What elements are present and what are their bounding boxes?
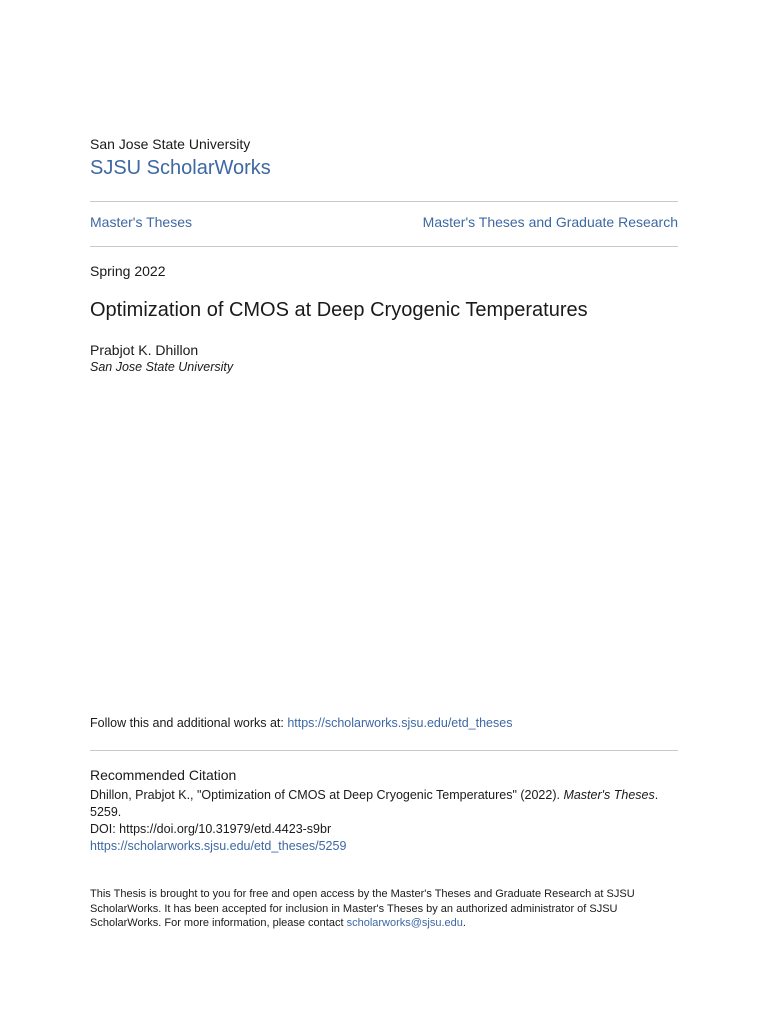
citation-number: 5259. xyxy=(90,805,122,819)
citation-period: . xyxy=(654,788,659,802)
follow-line xyxy=(90,716,512,730)
thesis-title: Optimization of CMOS at Deep Cryogenic Temperatures xyxy=(90,299,588,321)
repository-link[interactable]: SJSU ScholarWorks xyxy=(90,157,271,179)
citation-reference: Dhillon, Prabjot K., "Optimization of CMOS at Deep Cryogenic Temperatures" (2022). xyxy=(90,788,564,802)
citation-text xyxy=(90,787,678,804)
top-divider xyxy=(90,201,678,202)
access-statement xyxy=(90,887,678,931)
follow-url-link[interactable]: https://scholarworks.sjsu.edu/etd_theses xyxy=(287,716,513,730)
citation-divider xyxy=(90,750,678,751)
access-statement-end: . xyxy=(462,917,466,929)
collection-link-masters-theses[interactable]: Master's Theses xyxy=(90,214,193,230)
recommended-citation-heading: Recommended Citation xyxy=(90,767,237,783)
citation-block xyxy=(90,787,678,855)
publication-date: Spring 2022 xyxy=(90,263,166,279)
nav-divider xyxy=(90,246,678,247)
access-statement-text: This Thesis is brought to you for free and open access by the Master's Theses and Graduate Research at SJSU ScholarWorks. It has been accepted for inclusion in Master's Theses by an authorized administrator of SJSU ScholarWorks. For more information, please contact xyxy=(90,888,635,929)
contact-email-link[interactable]: scholarworks@sjsu.edu xyxy=(346,917,463,929)
citation-series: Master's Theses xyxy=(563,788,655,802)
citation-doi: DOI: https://doi.org/10.31979/etd.4423-s9br xyxy=(90,822,332,836)
citation-url-link[interactable]: https://scholarworks.sjsu.edu/etd_theses/5259 xyxy=(90,839,347,853)
author-affiliation: San Jose State University xyxy=(90,360,234,374)
collection-link-graduate-research[interactable]: Master's Theses and Graduate Research xyxy=(422,214,678,230)
follow-text: Follow this and additional works at: xyxy=(90,716,288,730)
author-name: Prabjot K. Dhillon xyxy=(90,342,199,358)
institution-name: San Jose State University xyxy=(90,136,251,152)
